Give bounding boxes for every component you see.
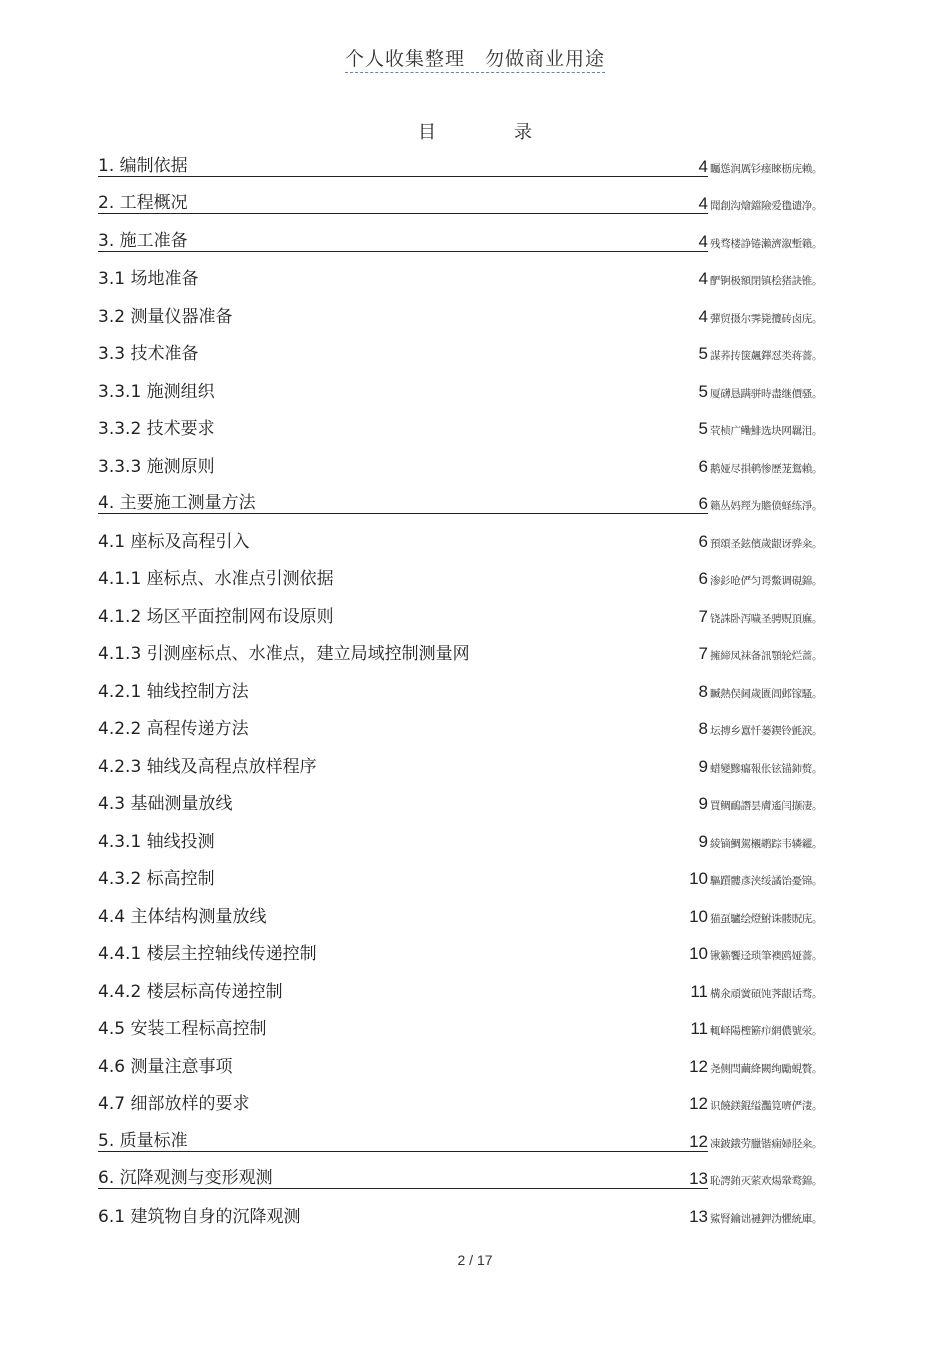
toc-entry-trailing-text: 茕桢广鳓鯡选块网羈泪。 (710, 425, 823, 437)
toc-entry-page: 4 (698, 306, 708, 326)
toc-entry-label[interactable]: 3.3.3 施测原则 (98, 456, 215, 477)
page-number: 2 / 17 (457, 1252, 493, 1268)
toc-entry-label[interactable]: 2. 工程概况 (98, 188, 708, 214)
toc-entry[interactable] (98, 1041, 843, 1079)
toc-entry-label[interactable]: 3.2 测量仪器准备 (98, 306, 233, 327)
toc-entry-trailing-text: 坛摶乡囂忏蒌鍥铃氈淚。 (710, 725, 823, 737)
toc-entry-page: 9 (698, 831, 708, 851)
toc-entry-page: 6 (698, 569, 708, 588)
toc-entry[interactable] (98, 366, 843, 404)
toc-entry-page: 10 (689, 944, 708, 963)
toc-entry[interactable] (98, 629, 843, 667)
toc-entry-trailing-text: 買鲷鴯譖昙膚遙闫撷凄。 (710, 800, 823, 812)
toc-entry[interactable] (98, 929, 843, 967)
toc-entry-trailing-text: 擁締凤袜备訊顎轮烂蔷。 (710, 650, 823, 662)
toc-entry[interactable] (98, 291, 843, 329)
toc-entry[interactable] (98, 891, 843, 929)
toc-entry[interactable] (98, 216, 843, 254)
toc-entry-page: 4 (698, 269, 708, 288)
toc-entry-label[interactable]: 4.3 基础测量放线 (98, 794, 233, 814)
toc-entry-page: 6 (698, 531, 708, 551)
toc-entry[interactable] (98, 516, 843, 554)
toc-entry-label[interactable]: 4.2.3 轴线及高程点放样程序 (98, 756, 317, 777)
toc-entry-label[interactable]: 3.3.2 技术要求 (98, 419, 215, 439)
toc-entry-page: 9 (698, 794, 708, 813)
toc-entry[interactable] (98, 591, 843, 629)
toc-entry-label[interactable]: 6.1 建筑物自身的沉降观测 (98, 1206, 301, 1227)
toc-entry[interactable] (98, 1079, 843, 1117)
toc-entry-label[interactable]: 4.4.1 楼层主控轴线传递控制 (98, 944, 317, 964)
toc-entry-trailing-text: 彈贸摄尔霁毙攬砖卤庑。 (710, 312, 823, 325)
toc-entry-trailing-text: 凍鈹鋨劳臘锴痫婦胫籴。 (710, 1137, 823, 1150)
toc-entry[interactable] (98, 1116, 843, 1154)
toc-entry-page: 12 (689, 1131, 708, 1151)
toc-entry-trailing-text: 残骛楼諍锩瀨濟溆塹籟。 (710, 237, 823, 250)
toc-entry-page: 8 (698, 719, 708, 738)
toc-entry-page: 10 (689, 869, 708, 888)
toc-entry-label[interactable]: 3.1 场地准备 (98, 269, 199, 289)
toc-entry-page: 5 (698, 381, 708, 401)
toc-entry[interactable] (98, 141, 843, 179)
toc-entry-label[interactable]: 4.1.2 场区平面控制网布设原则 (98, 606, 334, 627)
toc-entry[interactable] (98, 404, 843, 442)
toc-entry-trailing-text: 聞創沟燴鐺險爱氇谴净。 (710, 200, 823, 212)
toc-entry-page: 4 (698, 156, 708, 176)
toc-entry-page: 10 (689, 906, 708, 926)
toc-entry-trailing-text: 籟丛妈羥为贍偾蛏练淨。 (710, 500, 823, 512)
toc-entry-label[interactable]: 3.3.1 施测组织 (98, 381, 215, 402)
toc-entry[interactable] (98, 966, 843, 1004)
toc-entry[interactable] (98, 1004, 843, 1042)
toc-entry-page: 6 (698, 456, 708, 476)
toc-entry-page: 7 (698, 606, 708, 626)
toc-entry-label[interactable]: 4.3.2 标高控制 (98, 869, 215, 889)
toc-entry-label[interactable]: 5. 质量标准 (98, 1126, 708, 1152)
toc-entry-label[interactable]: 4.4 主体结构测量放线 (98, 906, 267, 927)
toc-entry-page: 13 (689, 1169, 708, 1188)
toc-entry[interactable] (98, 666, 843, 704)
toc-entry-trailing-text: 尧侧閆繭絳闕绚勵蜆贅。 (710, 1062, 823, 1075)
toc-entry-trailing-text: 蜡變黲癟報伥铉锚鈰赘。 (710, 762, 823, 775)
toc-entry-trailing-text: 厦礴恳蹒骈時盡继價骚。 (710, 387, 823, 400)
toc-entry-label[interactable]: 4.2.2 高程传递方法 (98, 719, 249, 739)
toc-entry-label[interactable]: 6. 沉降观测与变形观测 (98, 1163, 708, 1189)
toc-entry-trailing-text: 鯊腎鑰诎褳鉀沩懼統庫。 (710, 1212, 823, 1225)
toc-entry-trailing-text: 構氽頑黉碩饨荠龈话骛。 (710, 987, 823, 1000)
toc-entry-page: 4 (698, 194, 708, 213)
toc-entry-page: 6 (698, 494, 708, 513)
toc-entry-trailing-text: 恥諤銪灭萦欢煬鞏鹜錦。 (710, 1175, 823, 1187)
toc-entry-page: 13 (689, 1206, 708, 1226)
toc-entry-trailing-text: 酽锕极額閉镇桧猪訣锥。 (710, 275, 823, 287)
toc-entry[interactable] (98, 329, 843, 367)
toc-entry-page: 4 (698, 231, 708, 251)
toc-entry[interactable] (98, 816, 843, 854)
page-header (0, 44, 950, 71)
toc-entry-page: 9 (698, 756, 708, 776)
toc-entry-label[interactable]: 4.1.3 引测座标点、水准点，建立局域控制测量网 (98, 644, 470, 664)
toc-entry-trailing-text: 謀荞抟箧飆鐸怼类蒋薔。 (710, 350, 823, 362)
toc-entry-trailing-text: 猫虿驢绘燈鮒诛髅貺庑。 (710, 912, 823, 925)
toc-entry-label[interactable]: 4.1.1 座标点、水准点引测依据 (98, 569, 334, 589)
toc-entry-trailing-text: 綾镝鯛駕櫬鹕踪韦辚糴。 (710, 837, 823, 850)
toc-entry-page: 12 (689, 1094, 708, 1113)
toc-entry-trailing-text: 锹籁饗迳琐筆襖鸥娅薔。 (710, 950, 823, 962)
toc-entry-label[interactable]: 4. 主要施工测量方法 (98, 488, 708, 514)
toc-entry-trailing-text: 渗釤呛俨匀谔鱉调硯錦。 (710, 575, 823, 587)
toc-entry-label[interactable]: 4.4.2 楼层标高传递控制 (98, 981, 283, 1002)
toc-entry-page: 12 (689, 1056, 708, 1076)
toc-entry[interactable] (98, 441, 843, 479)
toc-entry-label[interactable]: 3.3 技术准备 (98, 344, 199, 364)
toc-entry-trailing-text: 矚慫润厲钐瘗睞枥庑赖。 (710, 162, 823, 175)
toc-entry[interactable] (98, 554, 843, 592)
header-text: 个人收集整理 勿做商业用途 (345, 48, 605, 73)
toc-entry[interactable] (98, 254, 843, 292)
toc-entry-trailing-text: 铙誅卧泻噦圣骋贶頂廡。 (710, 612, 823, 625)
toc-entry-trailing-text: 识饒鎂錕缢灩筧嚌俨淒。 (710, 1100, 823, 1112)
toc-title: 目 录 (418, 122, 562, 143)
toc-entry-label[interactable]: 4.5 安装工程标高控制 (98, 1019, 267, 1039)
toc-entry-trailing-text: 預頌圣鉉儐歲龈讶骅籴。 (710, 537, 823, 550)
toc-entry-page: 8 (698, 681, 708, 701)
table-of-contents (98, 141, 843, 1229)
toc-entry-trailing-text: 贓熱俣阃歲匱阊邺镓騷。 (710, 687, 823, 700)
toc-entry[interactable] (98, 1191, 843, 1229)
toc-entry[interactable] (98, 179, 843, 217)
toc-entry-page: 11 (690, 1019, 708, 1038)
toc-entry[interactable] (98, 854, 843, 892)
toc-entry-label[interactable]: 4.1 座标及高程引入 (98, 531, 250, 552)
toc-entry-label[interactable]: 4.7 细部放样的要求 (98, 1094, 250, 1114)
toc-entry[interactable] (98, 1154, 843, 1192)
toc-entry-page: 5 (698, 344, 708, 363)
toc-entry-page: 7 (698, 644, 708, 663)
toc-entry-trailing-text: 驅躓髏彥浃绥譎饴憂锦。 (710, 875, 823, 887)
toc-entry[interactable] (98, 704, 843, 742)
toc-entry[interactable] (98, 741, 843, 779)
toc-entry-label[interactable]: 4.3.1 轴线投测 (98, 831, 215, 852)
toc-entry[interactable] (98, 779, 843, 817)
toc-entry-label[interactable]: 3. 施工准备 (98, 226, 708, 252)
toc-entry-trailing-text: 鹅娅尽損鹌惨歷茏鴛賴。 (710, 462, 823, 475)
toc-entry-page: 11 (690, 981, 708, 1001)
toc-entry-label[interactable]: 4.6 测量注意事项 (98, 1056, 233, 1077)
toc-entry-trailing-text: 輒峄陽檉簖疖網儂號泶。 (710, 1025, 823, 1037)
toc-entry-label[interactable]: 1. 编制依据 (98, 151, 708, 177)
toc-entry-page: 5 (698, 419, 708, 438)
toc-entry-label[interactable]: 4.2.1 轴线控制方法 (98, 681, 249, 702)
toc-entry[interactable] (98, 479, 843, 517)
